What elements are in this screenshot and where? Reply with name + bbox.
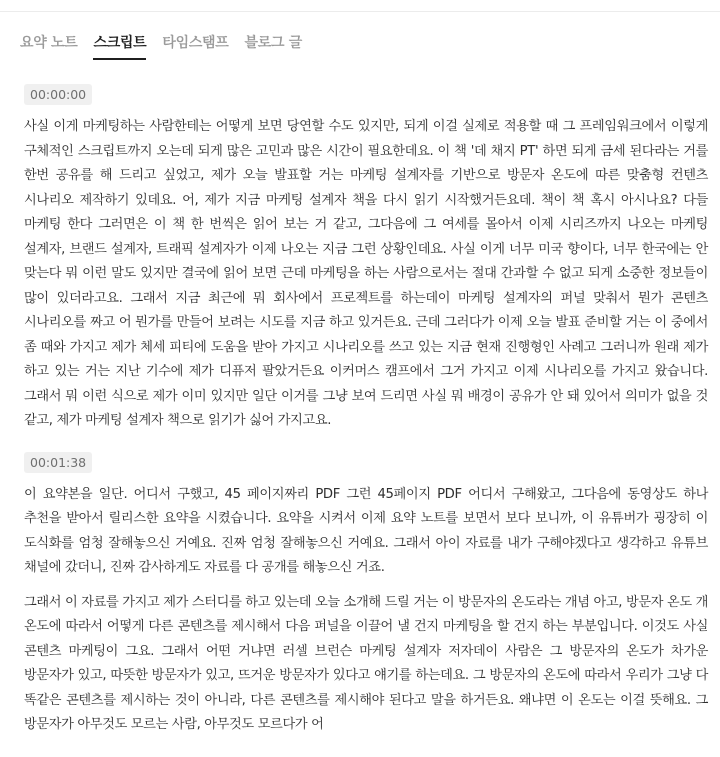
transcript-paragraph: 그래서 이 자료를 가지고 제가 스터디를 하고 있는데 오늘 소개해 드릴 거는 이 방문자의 온도라는 개념 아고, 방문자 온도 개 온도에 따라서 어떻게 다른 콘텐츠를 제시해서 다음 퍼널을 이끌어 낼 건지 마케팅을 할 건지 하는 부분입니다. 이것도 사실 콘텐츠 마케팅이 그요. 그래서 어떤 거냐면 러셀 브런슨 마케팅 설계자 저자데이 사람은 그 방문자의 온도가 차가운 방문자가 있고, 따뜻한 방문자가 있고, 뜨거운 방문자가 있다고 얘기를 하는데요. 그 방문자의 온도에 따라서 우리가 그냥 다 똑같은 콘텐츠를 제시하는 것이 아니라, 다른 콘텐츠를 제시해야 된다고 말을 하거든요. 왜냐면 이 온도는 이걸 뜻해요. 그 방문자가 아무것도 모르는 사람, 아무것도 모르다가 어 [24,594,708,732]
tab-timestamp[interactable]: 타임스탬프 [162,35,229,51]
top-divider [0,11,720,12]
transcript-content [24,84,708,756]
tab-bar [20,32,302,60]
tab-script[interactable]: 스크립트 [93,32,146,60]
timestamp-badge[interactable]: 00:01:38 [24,452,92,473]
transcript-section [24,452,708,738]
timestamp-badge[interactable]: 00:00:00 [24,84,92,105]
transcript-paragraph: 이 요약본을 일단. 어디서 구했고, 45 페이지짜리 PDF 그런 45페이지 PDF 어디서 구해왔고, 그다음에 동영상도 하나 추천을 받아서 릴리스한 요약을 시켰습니다. 요약을 시켜서 이제 요약 노트를 보면서 보다 보니까, 이 유튜버가 굉장히 이 도식화를 엄청 잘해놓으신 거예요. 진짜 엄청 잘해놓으신 거예요. 그래서 아이 자료를 내가 구해야겠다고 생각하고 유튜브 채널에 갔더니, 진짜 감사하게도 자료를 다 공개를 해놓으신 거죠. [24,486,708,575]
transcript-section [24,84,708,434]
tab-summary-note[interactable]: 요약 노트 [20,35,78,51]
transcript-paragraph: 사실 이게 마케팅하는 사람한테는 어떻게 보면 당연할 수도 있지만, 되게 이걸 실제로 적용할 때 그 프레임워크에서 이렇게 구체적인 스크립트까지 오는데 되게 많은 고민과 많은 시간이 필요한데요. 이 책 '데 채지 PT' 하면 되게 금세 된다라는 거를 한번 공유를 해 드리고 싶었고, 제가 오늘 발표할 거는 마케팅 설계자를 기반으로 방문자 온도에 따른 맞춤형 컨텐츠 시나리오 제작하기 있데요. 어, 제가 지금 마케팅 설계자 책을 다시 읽기 시작했거든요데. 책이 책 혹시 아시나요? 다들 마케팅 한다 그러면은 이 책 한 번씩은 읽어 보는 거 같고, 그다음에 그 여세를 몰아서 이제 시리즈까지 나오는 마케팅 설계자, 브랜드 설계자, 트래픽 설계자가 이제 나오는 지금 그런 상황인데요. 사실 이게 너무 미국 향이다, 너무 한국에는 안 맞는다 뭐 이런 말도 있지만 결국에 읽어 보면 근데 마케팅을 하는 사람으로서는 절대 간과할 수 없고 되게 소중한 정보들이 많이 있더라고요. 그래서 지금 최근에 뭐 회사에서 프로젝트를 하는데이 마케팅 설계자의 퍼널 맞춰서 뭔가 콘텐츠 시나리오를 짜고 어 뭔가를 만들어 보려는 시도를 지금 하고 있거든요. 근데 그러다가 이제 오늘 발표 준비할 거는 이 중에서 좀 때와 가지고 제가 체세 피티에 도움을 받아 가지고 시나리오를 쓰고 있는 지금 현재 진행형인 사례고 그러니까 원래 제가 하고 있는 거는 지난 기수에 제가 디퓨저 팔았거든요 이커머스 캠프에서 그거 가지고 이제 시나리오를 가지고 왔습니다. 그래서 뭐 이런 식으로 제가 이미 있지만 일단 이거를 그냥 보여 드리면 사실 뭐 배경이 공유가 안 돼 있어서 의미가 없을 것 같고, 제가 마케팅 설계자 책으로 읽기가 싫어 가지고요. [24,119,708,428]
tab-blog-post[interactable]: 블로그 글 [244,35,302,51]
